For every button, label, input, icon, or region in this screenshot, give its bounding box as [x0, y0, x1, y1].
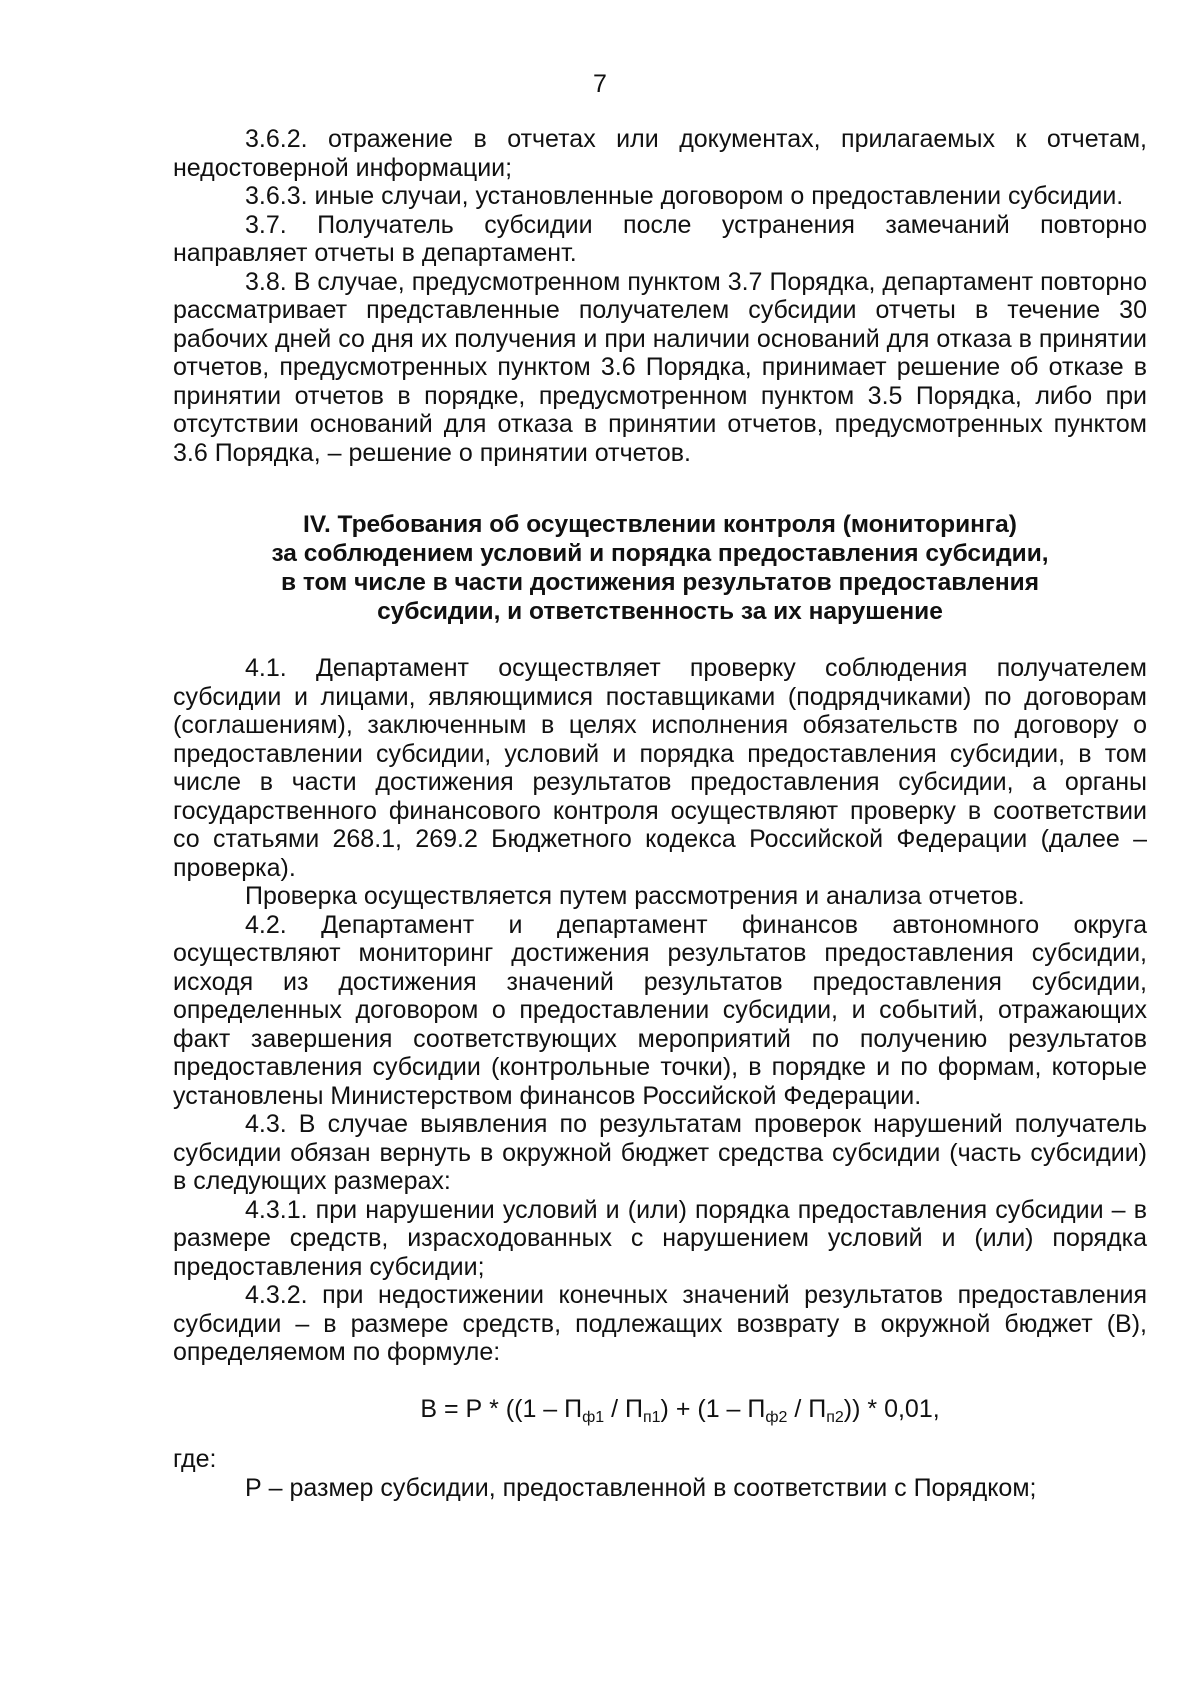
paragraph-check-method: Проверка осуществляется путем рассмотрения и анализа отчетов. [245, 882, 1025, 910]
paragraph-4-3-1: 4.3.1. при нарушении условий и (или) порядка предоставления субсидии – в размере средств, израсходованных с нарушением условий и (или) порядка предоставления субсидии; [173, 1195, 1147, 1281]
paragraph-4-1: 4.1. Департамент осуществляет проверку соблюдения получателем субсидии и лицами, являющимися поставщиками (подрядчиками) по договорам (соглашениям), заключенным в целях исполнения обязательств по договору о предоставлении субсидии, условий и порядка предоставления субсидии, в том числе в части достижения результатов предоставления субсидии, а органы государственного финансового контроля осуществляют проверку в соответствии со статьями 268.1, 269.2 Бюджетного кодекса Российской Федерации (далее – проверка). [173, 654, 1147, 882]
page-number: 7 [593, 70, 607, 98]
paragraph-4-2: 4.2. Департамент и департамент финансов автономного округа осуществляют мониторинг достижения результатов предоставления субсидии, исходя из достижения значений результатов предоставления субсидии, определенных договором о предоставлении субсидии, и событий, отражающих факт завершения соответствующих мероприятий по получению результатов предоставления субсидии (контрольные точки), в порядке и по формам, которые установлены Министерством финансов Российской Федерации. [173, 910, 1147, 1110]
formula-part: )) * 0,01, [843, 1394, 940, 1423]
paragraph-4-3: 4.3. В случае выявления по результатам проверок нарушений получатель субсидии обязан вернуть в окружной бюджет средства субсидии (часть субсидии) в следующих размерах: [173, 1110, 1147, 1195]
formula-part: / П [604, 1394, 643, 1423]
formula-part: ) + (1 – П [660, 1394, 766, 1423]
formula-subscript: ф2 [765, 1408, 788, 1426]
document-body [173, 125, 1147, 1502]
where-label: где: [173, 1445, 217, 1473]
formula-part: В = Р * ((1 – П [420, 1394, 583, 1423]
formula-subscript: ф1 [582, 1408, 605, 1426]
refund-formula [173, 1395, 1147, 1424]
paragraph-3-8: 3.8. В случае, предусмотренном пунктом 3.7 Порядка, департамент повторно рассматривает представленные получателем субсидии отчеты в течение 30 рабочих дней со дня их получения и при наличии оснований для отказа в принятии отчетов, предусмотренных пунктом 3.6 Порядка, принимает решение об отказе в принятии отчетов в порядке, предусмотренном пунктом 3.5 Порядка, либо при отсутствии оснований для отказа в принятии отчетов, предусмотренных пунктом 3.6 Порядка, – решение о принятии отчетов. [173, 267, 1147, 467]
paragraph-3-7: 3.7. Получатель субсидии после устранения замечаний повторно направляет отчеты в департамент. [173, 210, 1147, 267]
section-heading-line: субсидии, и ответственность за их нарушение [377, 597, 943, 625]
section-heading-line: за соблюдением условий и порядка предоставления субсидии, [271, 539, 1049, 567]
formula-subscript: п1 [642, 1408, 661, 1426]
section-heading-line: IV. Требования об осуществлении контроля (мониторинга) [303, 510, 1017, 538]
section-heading-line: в том числе в части достижения результатов предоставления [280, 568, 1040, 596]
paragraph-3-6-3: 3.6.3. иные случаи, установленные договором о предоставлении субсидии. [245, 182, 1124, 210]
paragraph-4-3-2: 4.3.2. при недостижении конечных значений результатов предоставления субсидии – в размере средств, подлежащих возврату в окружной бюджет (В), определяемом по формуле: [173, 1281, 1147, 1366]
formula-part: / П [787, 1394, 827, 1423]
formula-subscript: п2 [826, 1408, 844, 1426]
definition-p: Р – размер субсидии, предоставленной в соответствии с Порядком; [245, 1473, 1037, 1502]
paragraph-3-6-2: 3.6.2. отражение в отчетах или документах, прилагаемых к отчетам, недостоверной информации; [173, 125, 1147, 182]
section-heading [173, 510, 1147, 626]
